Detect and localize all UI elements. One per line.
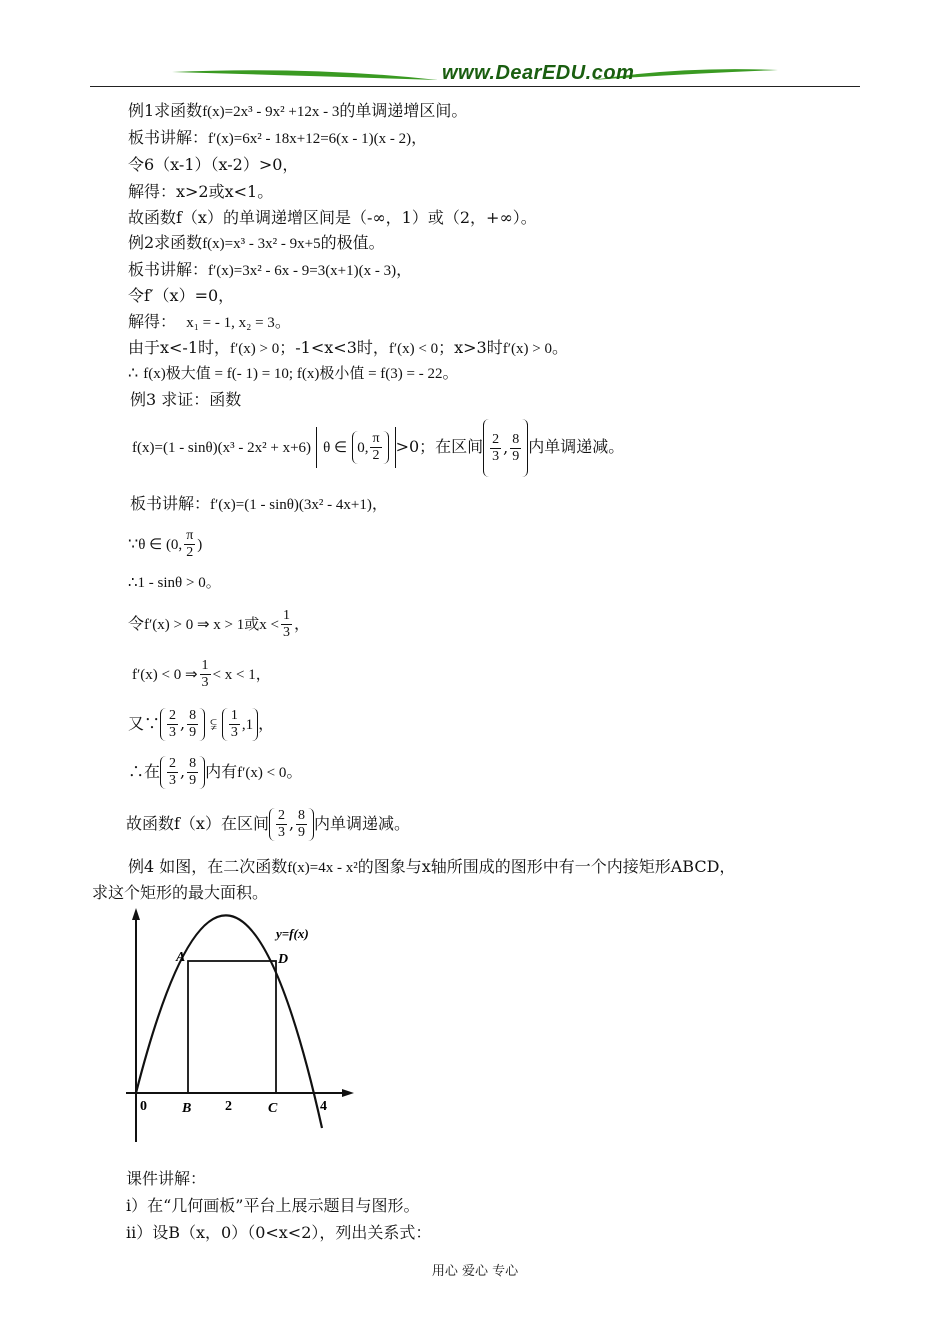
text: 。 xyxy=(551,338,568,357)
text: 令6（x-1）（x-2）>0， xyxy=(128,155,299,174)
text: 例3 求证：函数 xyxy=(130,390,242,409)
text: 令f′（x）=0， xyxy=(128,286,235,305)
text: 。 xyxy=(274,312,291,331)
numerator: 1 xyxy=(201,658,209,673)
frac-2-3 xyxy=(167,708,178,741)
text: 解得：x>2或x<1。 xyxy=(128,182,274,201)
numerator: π xyxy=(186,528,194,543)
interval-2-3-8-9: $\frac{2}{3}$ , $\frac{8}{9}$ xyxy=(160,756,205,789)
text: 故函数f（x）的单调递增区间是（-∞，1）或（2，+∞）。 xyxy=(128,208,537,227)
inscribed-rectangle xyxy=(188,961,276,1093)
text: 由于x<-1时， xyxy=(128,338,231,357)
pi-over-2 xyxy=(184,528,195,561)
line-ex2 xyxy=(128,232,385,255)
math: f′(x) < 0 xyxy=(388,341,439,357)
text: 故函数f（x）在区间 xyxy=(126,814,269,833)
text: ∴ xyxy=(128,363,139,382)
math: f′(x) > 0 ⇒ x > 1或x < xyxy=(144,617,279,633)
parabola-figure xyxy=(118,906,358,1148)
proof-conclusion xyxy=(126,808,410,841)
proof-line-2 xyxy=(128,528,202,561)
line-ex2-roots xyxy=(128,311,291,334)
math: 0, xyxy=(357,440,369,456)
text: 令 xyxy=(128,614,145,633)
text: 板书讲解： xyxy=(128,128,209,147)
proof-line-4 xyxy=(128,608,310,641)
frac-1-3 xyxy=(200,658,211,691)
proof-line-3 xyxy=(128,571,221,594)
parabola-curve xyxy=(136,915,322,1128)
numerator: 1 xyxy=(230,708,238,723)
proof-line-7 xyxy=(128,756,302,789)
line-ex1-step xyxy=(128,154,298,176)
label-O: 0 xyxy=(140,1099,147,1114)
math: ) xyxy=(197,537,203,553)
line-ex1-result xyxy=(128,181,273,203)
header-rule xyxy=(90,86,860,87)
page-footer: 用心 爱心 专心 xyxy=(431,1264,519,1279)
frac-2-3 xyxy=(276,808,287,841)
interval-2-3-8-9: $\frac{2}{3}$ , $\frac{8}{9}$ xyxy=(483,419,528,477)
line-ex2-sign xyxy=(128,337,568,360)
math: f(x)=4x - x² xyxy=(287,860,358,876)
denominator: 3 xyxy=(169,773,177,788)
math: f(x)=2x³ - 9x² +12x - 3 xyxy=(202,104,340,120)
denominator: 3 xyxy=(230,725,238,740)
numerator: 1 xyxy=(282,608,290,623)
text: ， xyxy=(396,260,413,279)
math: f′(x)=3x² - 6x - 9=3(x+1)(x - 3) xyxy=(208,263,397,279)
subset-symbol: ⫋ xyxy=(210,717,217,733)
text: i）在“几何画板”平台上展示题目与图形。 xyxy=(126,1196,420,1215)
numerator: π xyxy=(372,431,380,446)
line-ex1-conclusion xyxy=(128,207,537,229)
y-axis-arrow xyxy=(132,908,140,920)
math: f′(x)=6x² - 18x+12=6(x - 1)(x - 2) xyxy=(208,131,412,147)
numerator: 2 xyxy=(492,431,500,447)
text: 内单调递减。 xyxy=(314,814,411,833)
text: ；x>3时 xyxy=(438,338,503,357)
denominator: 9 xyxy=(189,725,197,740)
denominator: 3 xyxy=(169,725,177,740)
denominator: 2 xyxy=(186,545,194,560)
line-ex1-solution xyxy=(128,127,427,150)
text: 例2求函数 xyxy=(128,233,203,252)
frac-1-3 xyxy=(229,708,240,741)
math: ,1 xyxy=(241,717,254,733)
theta-interval xyxy=(352,431,388,464)
ex4-line-1 xyxy=(128,856,735,879)
text: 内有 xyxy=(205,762,238,781)
proof-line-5 xyxy=(132,658,271,691)
header-swoosh-left xyxy=(170,64,440,86)
math: f′(x) < 0 xyxy=(237,765,287,781)
text: 。 xyxy=(286,762,303,781)
interval-1-3-1 xyxy=(222,708,258,741)
text: 。 xyxy=(442,363,459,382)
numerator: 8 xyxy=(512,431,520,447)
text: ；-1<x<3时， xyxy=(279,338,389,357)
math: f′(x) < 0 ⇒ xyxy=(132,667,198,683)
pi-over-2 xyxy=(370,431,381,464)
numerator: 2 xyxy=(169,708,177,723)
frac-8-9 xyxy=(510,432,521,465)
ex3-statement xyxy=(132,418,624,477)
denominator: 3 xyxy=(277,825,285,840)
math: θ ∈ xyxy=(323,440,348,456)
text: 的图象与x轴所围成的图形中有一个内接矩形ABCD， xyxy=(357,857,736,876)
math: x₁ = - 1, x₂ = 3 xyxy=(186,315,275,331)
line-ex1 xyxy=(128,100,467,123)
label-B: B xyxy=(182,1101,192,1116)
numerator: 2 xyxy=(169,756,177,771)
page-header xyxy=(90,62,860,90)
math: f(x)=x³ - 3x² - 9x+5 xyxy=(202,236,321,252)
text: 板书讲解： xyxy=(128,260,209,279)
text: 求这个矩形的最大面积。 xyxy=(92,883,269,902)
line-ex2-solution xyxy=(128,259,412,282)
frac-1-3 xyxy=(281,608,292,641)
label-A: A xyxy=(176,950,186,965)
math: f(x)=(1 - sinθ)(x³ - 2x² + x+6) xyxy=(132,440,312,456)
numerator: 8 xyxy=(298,808,306,823)
interval-2-3-8-9: $\frac{2}{3}$ , $\frac{8}{9}$ xyxy=(160,708,205,741)
math: f′(x)=(1 - sinθ)(3x² - 4x+1) xyxy=(210,497,372,513)
frac-8-9 xyxy=(187,708,198,741)
proof-line-6 xyxy=(128,708,274,741)
interval-2-3-8-9: $\frac{2}{3}$ , $\frac{8}{9}$ xyxy=(269,808,314,841)
text: 例1求函数 xyxy=(128,101,203,120)
courseware-title xyxy=(126,1168,206,1190)
courseware-item-1 xyxy=(126,1195,419,1217)
math: ∴1 - sinθ > 0。 xyxy=(128,575,221,591)
math: f′(x) > 0 xyxy=(502,341,552,357)
text: ， xyxy=(293,614,310,633)
text: 例4 如图，在二次函数 xyxy=(128,857,288,876)
frac-2-3 xyxy=(490,432,501,465)
denominator: 9 xyxy=(189,773,197,788)
text: 解得： xyxy=(128,312,177,331)
denominator: 3 xyxy=(492,448,500,464)
numerator: 8 xyxy=(189,708,197,723)
text: ， xyxy=(371,494,388,513)
line-ex2-extrema xyxy=(128,362,459,385)
label-C: C xyxy=(268,1101,278,1116)
courseware-item-2 xyxy=(126,1222,431,1244)
frac-8-9 xyxy=(187,756,198,789)
text: ∵ xyxy=(128,534,139,553)
text: 板书讲解： xyxy=(130,494,211,513)
line-ex3 xyxy=(130,389,241,411)
text: 的极值。 xyxy=(320,233,385,252)
ex4-line-2 xyxy=(92,882,268,904)
frac-2-3 xyxy=(167,756,178,789)
text: ∴在 xyxy=(128,762,161,781)
denominator: 3 xyxy=(201,675,209,690)
math: f(x)极大值 = f(- 1) = 10; f(x)极小值 = f(3) = - 22 xyxy=(143,366,443,382)
text: >0；在区间 xyxy=(395,437,484,456)
denominator: 9 xyxy=(512,448,520,464)
math: θ ∈ (0, xyxy=(138,537,183,553)
math: f′(x) > 0 xyxy=(230,341,280,357)
text: 课件讲解： xyxy=(126,1169,207,1188)
proof-line-1 xyxy=(130,493,388,516)
numerator: 8 xyxy=(189,756,197,771)
text: ， xyxy=(258,714,275,733)
text: ii）设B（x，0）（0<x<2），列出关系式： xyxy=(126,1223,432,1242)
theta-bracket xyxy=(316,427,395,468)
text: 的单调递增区间。 xyxy=(339,101,468,120)
label-2: 2 xyxy=(225,1099,232,1114)
x-axis-arrow xyxy=(342,1089,354,1097)
curve-label: y=f(x) xyxy=(276,926,309,941)
text: 又∵ xyxy=(128,714,161,733)
text: 内单调递减。 xyxy=(528,437,625,456)
text: ， xyxy=(411,128,428,147)
numerator: 2 xyxy=(277,808,285,823)
denominator: 3 xyxy=(282,625,290,640)
math: < x < 1， xyxy=(212,667,271,683)
label-4: 4 xyxy=(320,1099,327,1114)
denominator: 9 xyxy=(298,825,306,840)
denominator: 2 xyxy=(372,448,380,463)
site-logo: www.DearEDU.com xyxy=(442,62,635,84)
label-D: D xyxy=(278,952,289,967)
frac-8-9 xyxy=(296,808,307,841)
line-ex2-step xyxy=(128,285,234,307)
